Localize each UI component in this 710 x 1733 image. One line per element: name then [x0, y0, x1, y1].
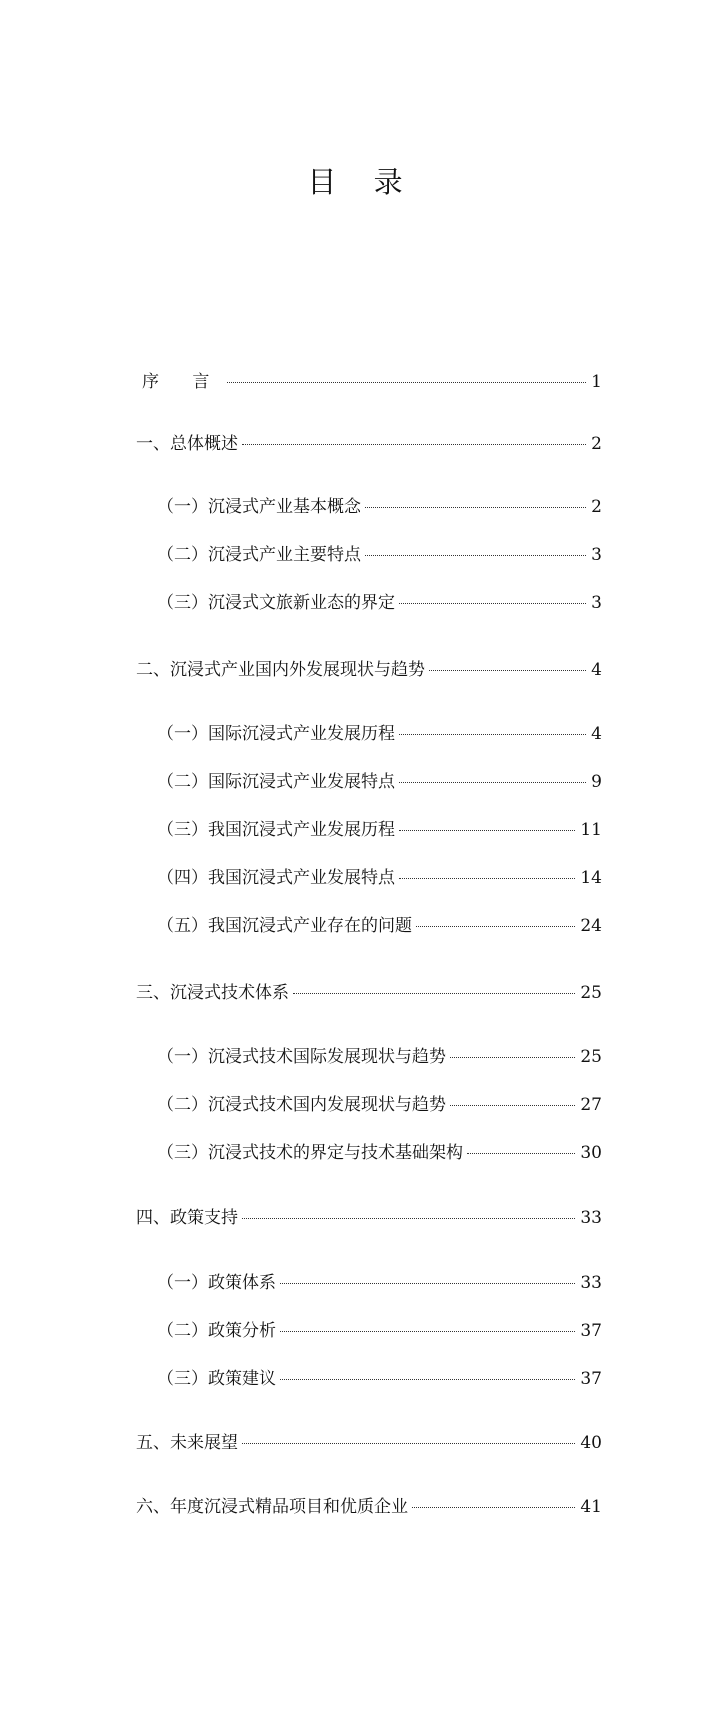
- dot-leader: [242, 1443, 575, 1444]
- page-title: 目 录: [307, 165, 417, 199]
- toc-entry-section-1-2[interactable]: [157, 543, 602, 567]
- toc-page-number: 24: [580, 916, 602, 936]
- toc-entry-label: （五）我国沉浸式产业存在的问题: [157, 916, 412, 936]
- toc-entry-chapter-1[interactable]: [136, 432, 602, 456]
- toc-entry-label: 四、政策支持: [136, 1208, 238, 1228]
- toc-page-number: 2: [591, 497, 602, 517]
- toc-entry-label: 二、沉浸式产业国内外发展现状与趋势: [136, 660, 425, 680]
- dot-leader: [280, 1331, 575, 1332]
- dot-leader: [365, 555, 586, 556]
- toc-page-number: 37: [580, 1321, 602, 1341]
- toc-page-number: 25: [580, 983, 602, 1003]
- toc-entry-section-2-5[interactable]: [157, 914, 602, 938]
- toc-entry-section-2-2[interactable]: [157, 770, 602, 794]
- toc-entry-label: 六、年度沉浸式精品项目和优质企业: [136, 1497, 408, 1517]
- toc-page-number: 33: [580, 1273, 602, 1293]
- toc-entry-section-3-1[interactable]: [157, 1045, 602, 1069]
- toc-page-number: 37: [580, 1369, 602, 1389]
- toc-entry-label: （一）沉浸式技术国际发展现状与趋势: [157, 1047, 446, 1067]
- toc-entry-label: 序 言: [142, 372, 224, 392]
- toc-page-number: 4: [591, 724, 602, 744]
- toc-entry-section-2-4[interactable]: [157, 866, 602, 890]
- dot-leader: [467, 1153, 575, 1154]
- toc-entry-section-2-3[interactable]: [157, 818, 602, 842]
- dot-leader: [399, 830, 575, 831]
- toc-page-number: 41: [580, 1497, 602, 1517]
- dot-leader: [242, 444, 586, 445]
- toc-entry-label: （三）我国沉浸式产业发展历程: [157, 820, 395, 840]
- dot-leader: [399, 734, 586, 735]
- toc-entry-section-4-3[interactable]: [157, 1367, 602, 1391]
- toc-page-number: 25: [580, 1047, 602, 1067]
- dot-leader: [416, 926, 575, 927]
- dot-leader: [450, 1105, 575, 1106]
- toc-page-number: 3: [591, 593, 602, 613]
- toc-entry-label: （三）沉浸式文旅新业态的界定: [157, 593, 395, 613]
- toc-entry-label: （三）沉浸式技术的界定与技术基础架构: [157, 1143, 463, 1163]
- dot-leader: [280, 1283, 575, 1284]
- toc-entry-preface[interactable]: [142, 370, 602, 394]
- toc-page-number: 30: [580, 1143, 602, 1163]
- toc-entry-chapter-3[interactable]: [136, 981, 602, 1005]
- toc-entry-chapter-4[interactable]: [136, 1206, 602, 1230]
- dot-leader: [242, 1218, 575, 1219]
- toc-entry-label: （四）我国沉浸式产业发展特点: [157, 868, 395, 888]
- toc-page-number: 2: [591, 434, 602, 454]
- toc-entry-section-1-3[interactable]: [157, 591, 602, 615]
- toc-entry-chapter-5[interactable]: [136, 1431, 602, 1455]
- toc-page-number: 9: [591, 772, 602, 792]
- toc-entry-label: （一）政策体系: [157, 1273, 276, 1293]
- toc-entry-chapter-2[interactable]: [136, 658, 602, 682]
- toc-page-number: 11: [580, 820, 602, 840]
- toc-entry-label: （二）沉浸式产业主要特点: [157, 545, 361, 565]
- dot-leader: [399, 878, 575, 879]
- toc-entry-label: （二）政策分析: [157, 1321, 276, 1341]
- toc-page-number: 27: [580, 1095, 602, 1115]
- toc-entry-section-3-3[interactable]: [157, 1141, 602, 1165]
- toc-entry-section-3-2[interactable]: [157, 1093, 602, 1117]
- toc-entry-label: （二）沉浸式技术国内发展现状与趋势: [157, 1095, 446, 1115]
- dot-leader: [399, 603, 586, 604]
- toc-entry-label: 五、未来展望: [136, 1433, 238, 1453]
- dot-leader: [365, 507, 586, 508]
- toc-page-number: 3: [591, 545, 602, 565]
- toc-entry-label: （二）国际沉浸式产业发展特点: [157, 772, 395, 792]
- toc-page-number: 1: [591, 372, 602, 392]
- toc-entry-label: 一、总体概述: [136, 434, 238, 454]
- dot-leader: [429, 670, 586, 671]
- toc-entry-label: 三、沉浸式技术体系: [136, 983, 289, 1003]
- dot-leader: [412, 1507, 575, 1508]
- dot-leader: [399, 782, 586, 783]
- toc-entry-chapter-6[interactable]: [136, 1495, 602, 1519]
- toc-entry-section-4-1[interactable]: [157, 1271, 602, 1295]
- dot-leader: [280, 1379, 575, 1380]
- toc-entry-label: （一）沉浸式产业基本概念: [157, 497, 361, 517]
- dot-leader: [227, 382, 586, 383]
- toc-entry-section-2-1[interactable]: [157, 722, 602, 746]
- dot-leader: [450, 1057, 575, 1058]
- toc-entry-label: （一）国际沉浸式产业发展历程: [157, 724, 395, 744]
- toc-entry-label: （三）政策建议: [157, 1369, 276, 1389]
- toc-page-number: 40: [580, 1433, 602, 1453]
- toc-page-number: 14: [580, 868, 602, 888]
- toc-entry-section-1-1[interactable]: [157, 495, 602, 519]
- toc-page-number: 4: [591, 660, 602, 680]
- toc-entry-section-4-2[interactable]: [157, 1319, 602, 1343]
- dot-leader: [293, 993, 575, 994]
- toc-page-number: 33: [580, 1208, 602, 1228]
